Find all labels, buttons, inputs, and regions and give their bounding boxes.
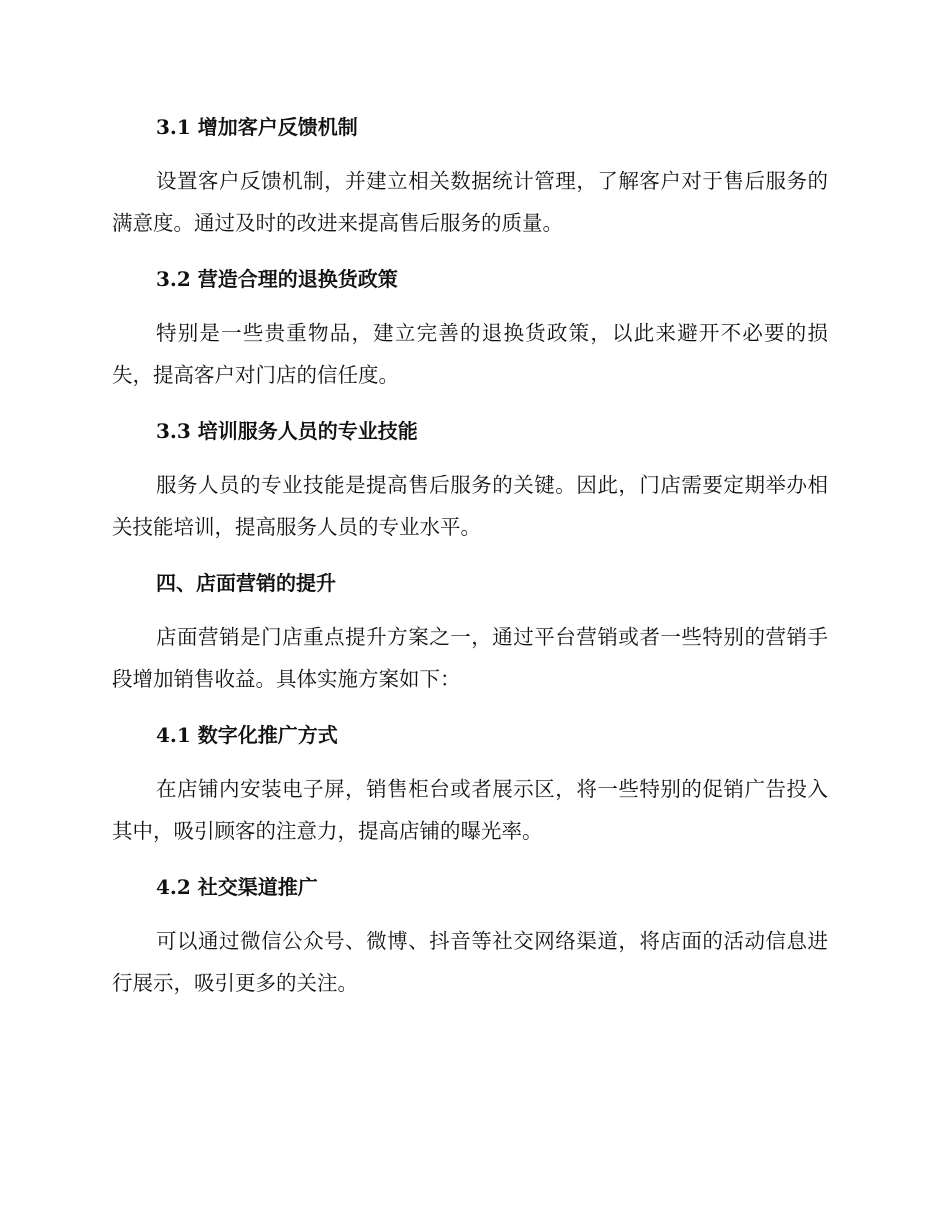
section-heading-4-1: 4.1 数字化推广方式 <box>156 723 338 747</box>
chapter-heading-4: 四、店面营销的提升 <box>156 571 336 595</box>
section-heading-3-3: 3.3 培训服务人员的专业技能 <box>156 419 418 443</box>
section-body-4-2: 可以通过微信公众号、微博、抖音等社交网络渠道，将店面的活动信息进行展示，吸引更多的关注。 <box>112 929 828 995</box>
section-heading-3-2: 3.2 营造合理的退换货政策 <box>156 267 398 291</box>
chapter-body-4: 店面营销是门店重点提升方案之一，通过平台营销或者一些特别的营销手段增加销售收益。具体实施方案如下： <box>112 625 828 691</box>
section-heading-3-1: 3.1 增加客户反馈机制 <box>156 115 358 139</box>
section-body-3-2: 特别是一些贵重物品，建立完善的退换货政策，以此来避开不必要的损失，提高客户对门店的信任度。 <box>112 321 828 387</box>
section-body-3-3: 服务人员的专业技能是提高售后服务的关键。因此，门店需要定期举办相关技能培训，提高服务人员的专业水平。 <box>112 473 828 539</box>
section-body-3-1: 设置客户反馈机制，并建立相关数据统计管理，了解客户对于售后服务的满意度。通过及时的改进来提高售后服务的质量。 <box>112 169 828 235</box>
section-heading-4-2: 4.2 社交渠道推广 <box>156 875 318 899</box>
section-body-4-1: 在店铺内安装电子屏，销售柜台或者展示区，将一些特别的促销广告投入其中，吸引顾客的注意力，提高店铺的曝光率。 <box>112 777 828 843</box>
